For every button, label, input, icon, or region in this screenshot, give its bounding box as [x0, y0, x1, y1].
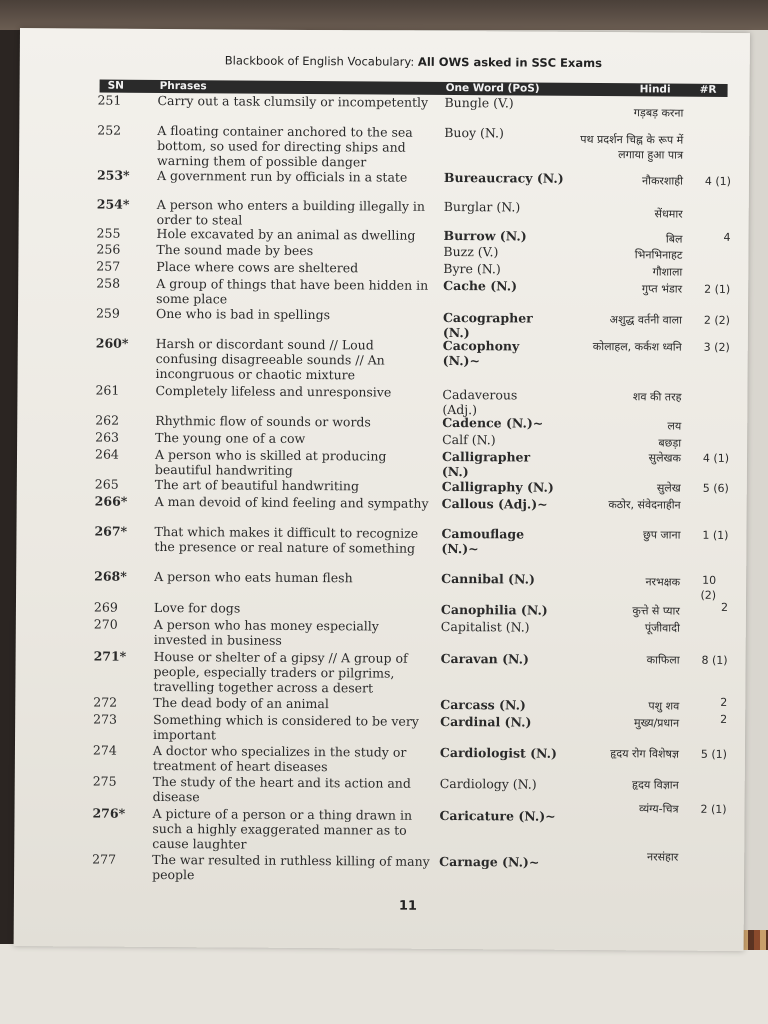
row-phrase: Love for dogs	[153, 599, 241, 616]
table-row	[19, 196, 749, 228]
background-bottom	[0, 944, 768, 1024]
row-repeat: 3 (2)	[703, 340, 730, 354]
table-row	[16, 648, 746, 696]
table-row	[17, 523, 747, 557]
row-hindi: कोलाहल, कर्कश ध्वनि	[592, 340, 682, 354]
row-phrase: That which makes it difficult to recognize the presence or real nature of something	[154, 523, 419, 556]
row-sn: 272	[93, 694, 118, 710]
row-hindi: गड़बड़ करना	[633, 106, 684, 120]
row-sn: 270	[93, 616, 118, 632]
row-hindi: कुत्ते से प्यार	[632, 604, 680, 618]
row-hindi: कठोर, संवेदनाहीन	[608, 498, 681, 512]
book-page	[14, 28, 750, 951]
row-phrase: One who is bad in spellings	[155, 305, 331, 323]
row-word: Cadence (N.)~	[442, 414, 544, 431]
row-repeat: 5 (1)	[700, 747, 727, 761]
row-sn: 276*	[92, 805, 126, 821]
row-phrase: A group of things that have been hidden in some place	[156, 275, 429, 307]
row-repeat: 4 (1)	[704, 174, 731, 188]
row-word: Carcass (N.)	[440, 696, 526, 713]
row-word: Byre (N.)	[443, 260, 501, 277]
row-word: Cacographer (N.)	[442, 309, 533, 341]
header-subtitle: All OWS asked in SSC Exams	[417, 54, 602, 71]
row-word: Capitalist (N.)	[440, 618, 530, 635]
row-word: Cache (N.)	[443, 277, 518, 294]
row-word: Cacophony (N.)~	[442, 337, 520, 369]
row-sn: 264	[94, 446, 119, 462]
row-hindi: काफिला	[646, 653, 680, 667]
row-hindi: सुलेखक	[648, 451, 682, 465]
row-repeat: 2	[720, 600, 729, 614]
row-word: Callous (Adj.)~	[441, 495, 548, 512]
row-word: Burrow (N.)	[443, 227, 527, 244]
row-hindi: अशुद्ध वर्तनी वाला	[609, 313, 683, 327]
row-hindi: नरभक्षक	[645, 575, 681, 589]
row-hindi: सेंधमार	[654, 207, 683, 221]
col-sn: SN	[107, 79, 125, 92]
row-sn: 266*	[94, 493, 128, 509]
table-row	[18, 335, 748, 383]
row-hindi: बछड़ा	[658, 436, 682, 450]
row-hindi: लय	[667, 419, 682, 433]
row-word: Bungle (V.)	[444, 94, 514, 111]
background-top	[0, 0, 768, 30]
page-number: 11	[398, 898, 418, 914]
row-sn: 258	[96, 275, 121, 291]
row-phrase: The war resulted in ruthless killing of many people	[152, 851, 430, 883]
row-phrase: A person who is skilled at producing beautiful handwriting	[154, 446, 387, 478]
row-sn: 252	[97, 122, 122, 138]
table-row	[16, 568, 746, 602]
row-hindi: सुलेख	[656, 481, 681, 495]
row-sn: 271*	[93, 648, 127, 664]
row-phrase: A person who has money especially invested in business	[153, 616, 379, 648]
row-sn: 269	[93, 599, 118, 615]
row-hindi: व्यंग्य-चित्र	[639, 802, 679, 816]
row-word: Buoy (N.)	[444, 124, 505, 141]
row-phrase: A government run by officials in a state	[156, 167, 408, 185]
table-row	[18, 382, 748, 418]
row-hindi: मुख्य/प्रधान	[634, 716, 680, 730]
row-hindi: भिनभिनाहट	[634, 248, 683, 262]
row-phrase: A doctor who specializes in the study or treatment of heart diseases	[152, 742, 407, 775]
page-header	[225, 53, 645, 70]
row-phrase: A person who eats human flesh	[154, 568, 353, 586]
row-word: Canophilia (N.)	[440, 601, 548, 618]
row-hindi: गुप्त भंडार	[641, 282, 683, 296]
row-word: Cardiology (N.)	[439, 775, 537, 792]
row-hindi: पूंजीवादी	[644, 621, 680, 635]
row-phrase: The study of the heart and its action and disease	[152, 773, 411, 805]
row-word: Calligrapher (N.)	[441, 448, 531, 480]
row-sn: 253*	[96, 167, 130, 183]
row-sn: 255	[96, 225, 121, 241]
col-phrases: Phrases	[159, 79, 207, 93]
row-phrase: The art of beautiful handwriting	[154, 476, 360, 494]
row-sn: 259	[95, 305, 120, 321]
row-phrase: The sound made by bees	[156, 241, 314, 259]
row-phrase: A person who enters a building illegally in order to steal	[156, 196, 426, 228]
row-phrase: The dead body of an animal	[153, 694, 329, 712]
row-hindi: बिल	[665, 232, 683, 246]
row-phrase: Rhythmic flow of sounds or words	[155, 412, 371, 430]
row-phrase: Harsh or discordant sound // Loud confusing disagreeable sounds // An incongruous or chaotic mixture	[155, 335, 385, 383]
table-row	[19, 122, 749, 170]
row-sn: 274	[92, 742, 117, 758]
row-word: Burglar (N.)	[443, 198, 521, 215]
row-repeat: 1 (1)	[702, 528, 729, 542]
header-title: Blackbook of English Vocabulary:	[224, 53, 415, 69]
row-sn: 260*	[95, 335, 129, 351]
row-sn: 254*	[96, 196, 130, 212]
row-word: Caricature (N.)~	[439, 807, 556, 824]
row-sn: 275	[92, 773, 117, 789]
row-sn: 256	[96, 241, 121, 257]
row-repeat: 5 (6)	[702, 481, 729, 495]
row-sn: 265	[94, 476, 119, 492]
row-word: Calligraphy (N.)	[441, 478, 554, 495]
row-word: Cardiologist (N.)	[439, 744, 558, 761]
row-phrase: Hole excavated by an animal as dwelling	[156, 225, 416, 243]
row-phrase: A floating container anchored to the sea bottom, so used for directing ships and warning them of possible danger	[157, 122, 413, 170]
row-phrase: Something which is considered to be very important	[153, 711, 419, 743]
table-row	[17, 412, 747, 433]
row-sn: 267*	[94, 523, 128, 539]
table-row	[16, 599, 746, 618]
col-one-word: One Word (PoS)	[445, 81, 540, 95]
row-hindi: नौकरशाही	[641, 174, 683, 188]
row-word: Cardinal (N.)	[440, 713, 532, 730]
row-hindi: पशु शव	[648, 699, 680, 713]
row-hindi: शव की तरह	[632, 390, 682, 404]
row-phrase: A man devoid of kind feeling and sympathy	[154, 493, 429, 511]
row-word: Bureaucracy (N.)	[443, 169, 564, 186]
row-repeat: 2 (1)	[704, 282, 731, 296]
row-word: Cannibal (N.)	[441, 570, 535, 587]
row-hindi: हृदय विज्ञान	[631, 778, 679, 792]
row-sn: 268*	[94, 568, 127, 584]
row-hindi: छुप जाना	[643, 528, 681, 542]
col-repeat: #R	[699, 83, 717, 96]
row-repeat: 10 (2)	[700, 573, 717, 602]
row-hindi: नरसंहार	[646, 850, 679, 864]
row-repeat: 2 (2)	[703, 313, 731, 327]
row-repeat: 4 (1)	[702, 451, 730, 465]
row-phrase: Completely lifeless and unresponsive	[155, 382, 392, 400]
row-sn: 251	[97, 92, 122, 108]
row-sn: 263	[95, 429, 120, 445]
row-repeat: 2	[720, 712, 728, 726]
row-phrase: House or shelter of a gipsy // A group of people, especially traders or pilgrims, travelling together across a desert	[153, 648, 408, 696]
row-hindi: हृदय रोग विशेषज्ञ	[610, 747, 679, 761]
row-repeat: 2 (1)	[700, 802, 727, 816]
row-word: Calf (N.)	[442, 431, 496, 448]
row-sn: 277	[92, 851, 117, 867]
row-word: Carnage (N.)~	[439, 853, 540, 870]
row-word: Cadaverous (Adj.)	[442, 386, 518, 418]
table-row	[15, 802, 745, 852]
row-repeat: 8 (1)	[701, 653, 728, 667]
row-word: Buzz (V.)	[443, 243, 499, 260]
col-hindi: Hindi	[639, 83, 671, 96]
row-word: Caravan (N.)	[440, 650, 530, 667]
row-sn: 257	[96, 258, 121, 274]
row-word: Camouflage (N.)~	[441, 525, 525, 557]
row-hindi: पथ प्रदर्शन चिह्न के रूप में लगाया हुआ पात्र	[580, 132, 684, 162]
row-phrase: Place where cows are sheltered	[156, 258, 359, 276]
row-repeat: 2	[720, 695, 728, 709]
row-phrase: The young one of a cow	[155, 429, 306, 447]
row-phrase: Carry out a task clumsily or incompetently	[157, 92, 429, 110]
row-hindi: गौशाला	[652, 265, 683, 279]
row-sn: 262	[95, 412, 120, 428]
row-sn: 261	[95, 382, 120, 398]
row-phrase: A picture of a person or a thing drawn in such a highly exaggerated manner as to cause laughter	[152, 805, 413, 852]
row-sn: 273	[93, 711, 118, 727]
row-repeat: 4	[723, 230, 731, 244]
